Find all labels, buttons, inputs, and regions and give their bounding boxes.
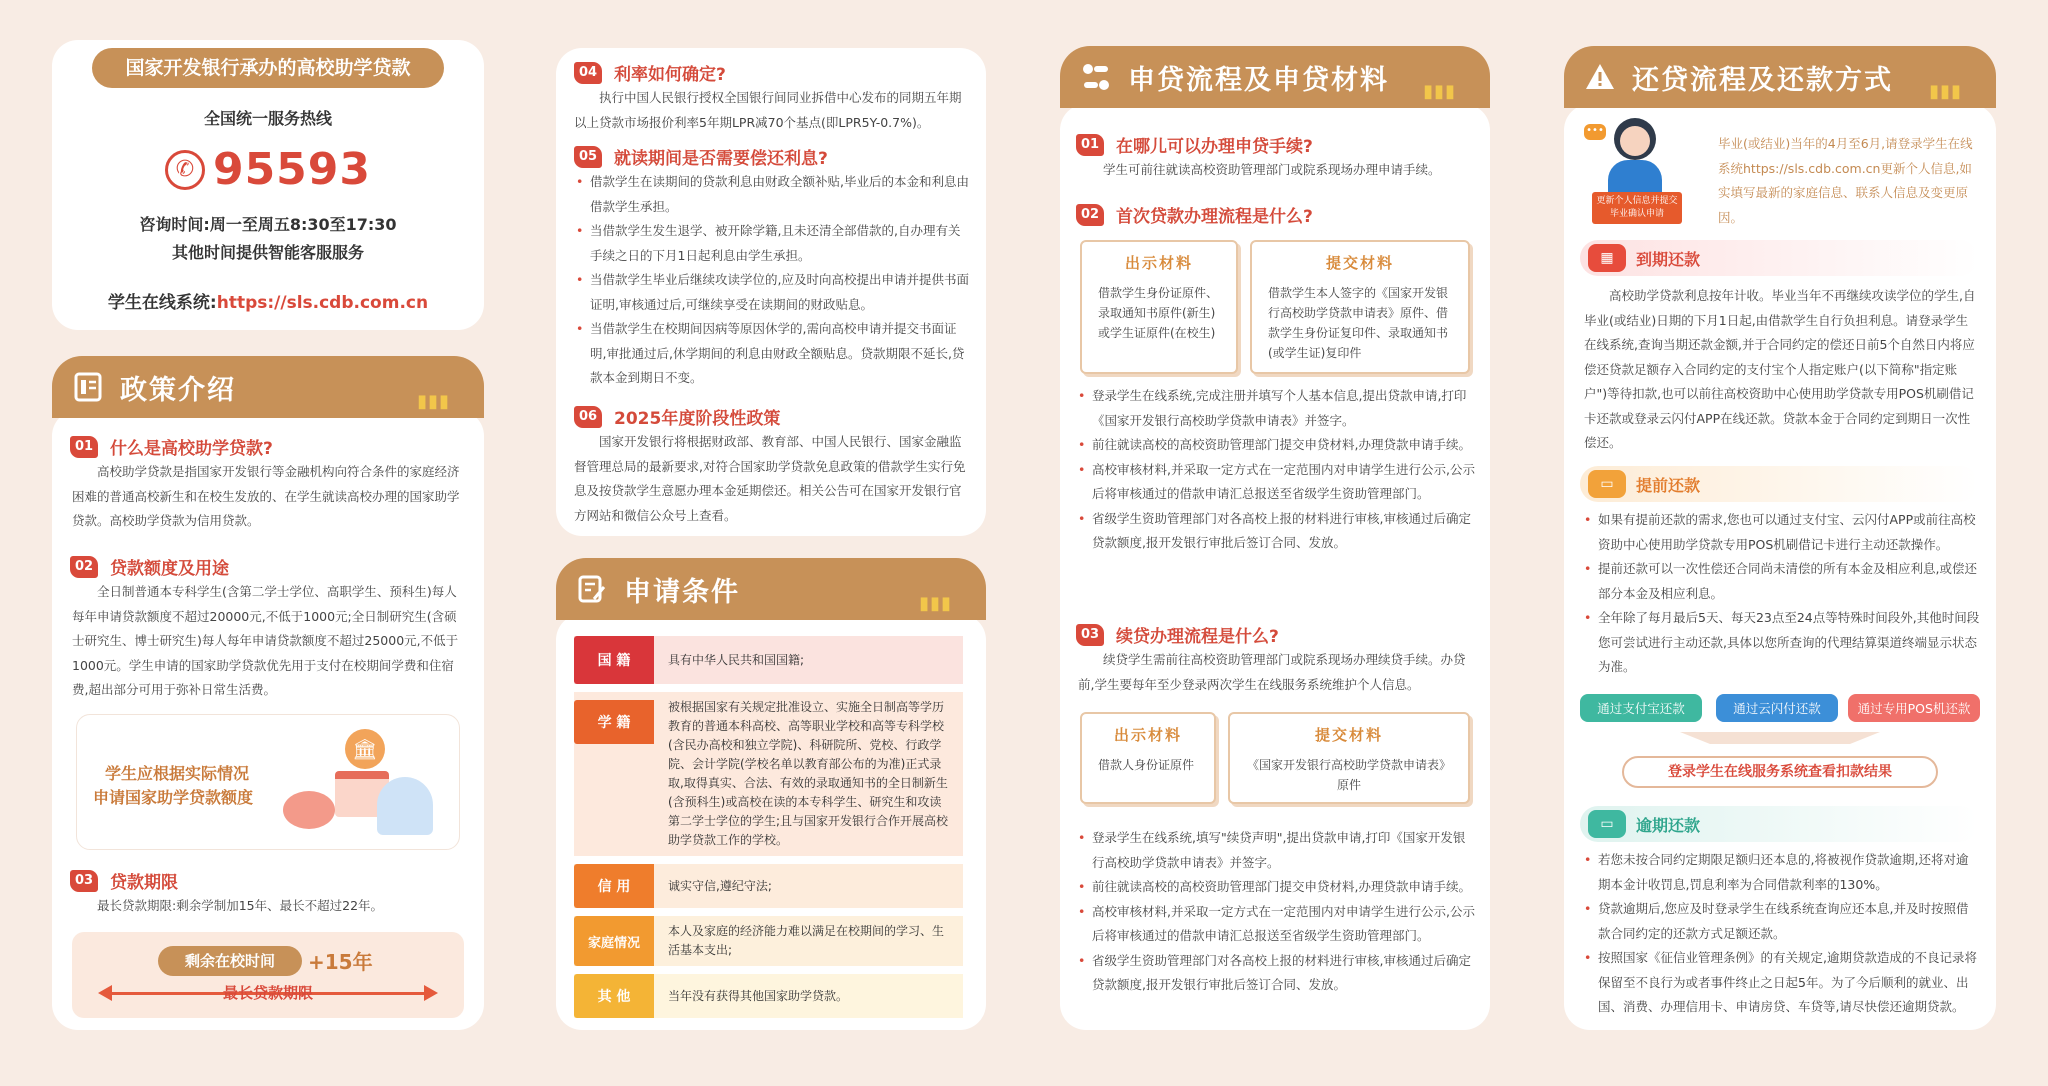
policy-title: 政策介绍 xyxy=(120,374,236,406)
phone-icon: ✆ xyxy=(165,150,205,190)
condition-label: 信 用 xyxy=(574,864,654,908)
pos-repay-button[interactable]: 通过专用POS机还款 xyxy=(1848,694,1980,722)
banner-line2: 申请国家助学贷款额度 xyxy=(93,788,254,807)
list-item: • 当借款学生毕业后继续攻读学位的,应及时向高校提出申请并提供书面证明,审核通过后,可继续享受在读期间的财政贴息。 xyxy=(576,268,972,317)
student-illustration xyxy=(377,777,433,835)
warning-icon xyxy=(1584,61,1616,93)
repay-header xyxy=(1564,46,1996,108)
list-item: • 当借款学生发生退学、被开除学籍,且未还清全部借款的,自办理有关手续之日的下月1日起利息由学生承担。 xyxy=(576,219,972,268)
decor-dots: ▮▮▮ xyxy=(1929,81,1962,102)
submit-materials-text: 借款学生本人签字的《国家开发银行高校助学贷款申请表》原件、借款学生身份证复印件、录取通知书(或学生证)复印件 xyxy=(1268,286,1449,360)
online-system-link[interactable]: https://sls.cdb.com.cn xyxy=(216,293,429,313)
show-materials-title: 出示材料 xyxy=(1124,254,1193,272)
wallet-icon: ▭ xyxy=(1588,470,1626,498)
banner-line1: 学生应根据实际情况 xyxy=(105,764,250,783)
apply-q2-steps xyxy=(1078,384,1476,556)
list-item: • 高校审核材料,并采取一定方式在一定范围内对申请学生进行公示,公示后将审核通过的借款申请汇总报送至省级学生资助管理部门。 xyxy=(1078,458,1476,507)
policy-q1-heading: 01 什么是高校助学贷款? xyxy=(70,434,273,459)
condition-label: 学 籍 xyxy=(574,700,654,744)
hotline-number[interactable]: 95593 xyxy=(212,144,372,195)
hotline-card xyxy=(52,40,484,330)
list-item: • 按照国家《征信业管理条例》的有关规定,逾期贷款造成的不良记录将保留至不良行为或者事件终止之日起5年。为了今后顺利的就业、出国、消费、办理信用卡、申请房贷、车贷等,请尽快偿还逾期贷款。 xyxy=(1584,946,1980,1020)
overdue-repay-heading: ▭ 逾期还款 xyxy=(1580,806,1978,842)
list-item: • 省级学生资助管理部门对各高校上报的材料进行审核,审核通过后确定贷款额度,报开发银行审批后签订合同、发放。 xyxy=(1078,507,1476,556)
list-item: • 借款学生在读期间的贷款利息由财政全额补贴,毕业后的本金和利息由借款学生承担。 xyxy=(576,170,972,219)
due-repay-heading: ▦ 到期还款 xyxy=(1580,240,1978,276)
apply-q1-text: 学生可前往就读高校资助管理部门或院系现场办理申请手续。 xyxy=(1103,162,1441,177)
bank-icon: 🏛 xyxy=(345,729,385,769)
list-item: • 如果有提前还款的需求,您也可以通过支付宝、云闪付APP或前往高校资助中心使用助学贷款专用POS机刷借记卡进行主动还款操作。 xyxy=(1584,508,1980,557)
update-info-badge: 更新个人信息并提交毕业确认申请 xyxy=(1592,192,1682,224)
policy-q3-text: 最长贷款期限:剩余学制加15年、最长不超过22年。 xyxy=(97,898,384,913)
plus-15-years: +15年 xyxy=(308,950,373,974)
edit-document-icon xyxy=(576,573,608,605)
apply-title: 申贷流程及申贷材料 xyxy=(1128,64,1389,96)
check-deduction-button[interactable]: 登录学生在线服务系统查看扣款结果 xyxy=(1622,756,1938,788)
condition-row-family xyxy=(574,916,963,966)
max-term-label: 最长贷款期限 xyxy=(222,984,313,1002)
chat-bubble-icon: ••• xyxy=(1584,124,1606,140)
interest-q6-text: 国家开发银行将根据财政部、教育部、中国人民银行、国家金融监督管理总局的最新要求,对符合国家助学贷款免息政策的借款学生实行免息及按贷款学生意愿办理本金延期偿还。相关公告可在国家开发银行官方网站和微信公众号上查看。 xyxy=(574,434,966,523)
list-item: • 登录学生在线系统,填写"续贷声明",提出贷款申请,打印《国家开发银行高校助学贷款申请表》并签字。 xyxy=(1078,826,1476,875)
condition-label: 其 他 xyxy=(574,974,654,1018)
condition-row-other xyxy=(574,974,963,1018)
decor-dots: ▮▮▮ xyxy=(1423,81,1456,102)
document-icon xyxy=(72,371,104,403)
piggy-bank-illustration xyxy=(283,791,335,829)
conditions-title: 申请条件 xyxy=(624,576,740,608)
apply-q3-steps xyxy=(1078,826,1476,998)
flow-icon xyxy=(1080,61,1112,93)
card-icon: ▭ xyxy=(1588,810,1626,838)
early-repay-heading: ▭ 提前还款 xyxy=(1580,466,1978,502)
overdue-repay-list xyxy=(1584,848,1980,1020)
show-materials-text: 借款学生身份证原件、录取通知书原件(新生)或学生证原件(在校生) xyxy=(1098,286,1219,340)
interest-q4-heading: 04 利率如何确定? xyxy=(574,60,726,85)
hotline-label: 全国统一服务热线 xyxy=(203,109,332,128)
decor-dots: ▮▮▮ xyxy=(417,391,450,412)
first-loan-submit-materials xyxy=(1250,240,1470,374)
condition-text: 当年没有获得其他国家助学贷款。 xyxy=(668,988,849,1003)
renewal-submit-materials xyxy=(1228,712,1470,804)
condition-text: 诚实守信,遵纪守法; xyxy=(668,878,772,893)
online-system-label: 学生在线系统: xyxy=(107,293,217,313)
list-item: • 省级学生资助管理部门对各高校上报的材料进行审核,审核通过后确定贷款额度,报开发银行审批后签订合同、发放。 xyxy=(1078,949,1476,998)
condition-text: 具有中华人民共和国国籍; xyxy=(668,652,805,667)
list-item: • 前往就读高校的高校资助管理部门提交申贷材料,办理贷款申请手续。 xyxy=(1078,433,1476,458)
submit-materials-text: 《国家开发银行高校助学贷款申请表》原件 xyxy=(1246,758,1451,792)
early-repay-list xyxy=(1584,508,1980,680)
list-item: • 提前还款可以一次性偿还合同尚未清偿的所有本金及相应利息,或偿还部分本金及相应利息。 xyxy=(1584,557,1980,606)
interest-q6-heading: 06 2025年度阶段性政策 xyxy=(574,404,780,429)
show-materials-title: 出示材料 xyxy=(1113,726,1182,744)
list-item: • 当借款学生在校期间因病等原因休学的,需向高校申请并提交书面证明,审批通过后,休学期间的利息由财政全额贴息。贷款期限不延长,贷款本金到期日不变。 xyxy=(576,317,972,391)
interest-q5-list xyxy=(576,170,972,391)
policy-q1-text: 高校助学贷款是指国家开发银行等金融机构向符合条件的家庭经济困难的普通高校新生和在校生发放的、在学生就读高校办理的国家助学贷款。高校助学贷款为信用贷款。 xyxy=(72,464,460,528)
down-funnel xyxy=(1680,732,1880,744)
policy-header xyxy=(52,356,484,418)
list-item: • 贷款逾期后,您应及时登录学生在线系统查询应还本息,并及时按照借款合同约定的还款方式足额还款。 xyxy=(1584,897,1980,946)
repay-title: 还贷流程及还款方式 xyxy=(1632,64,1893,96)
show-materials-text: 借款人身份证原件 xyxy=(1098,758,1195,772)
list-item: • 若您未按合同约定期限足额归还本息的,将被视作贷款逾期,还将对逾期本金计收罚息,罚息利率为合同借款利率的130%。 xyxy=(1584,848,1980,897)
remaining-time-pill: 剩余在校时间 xyxy=(158,946,302,976)
loan-term-diagram xyxy=(72,932,464,1018)
apply-header xyxy=(1060,46,1490,108)
list-item: • 高校审核材料,并采取一定方式在一定范围内对申请学生进行公示,公示后将审核通过的借款申请汇总报送至省级学生资助管理部门。 xyxy=(1078,900,1476,949)
customer-service-avatar xyxy=(1604,118,1664,192)
apply-q1-heading: 01 在哪儿可以办理申贷手续? xyxy=(1076,132,1313,157)
submit-materials-title: 提交材料 xyxy=(1325,254,1394,272)
renewal-show-materials xyxy=(1080,712,1216,804)
alipay-repay-button[interactable]: 通过支付宝还款 xyxy=(1580,694,1702,722)
policy-q2-text: 全日制普通本专科学生(含第二学士学位、高职学生、预科生)每人每年申请贷款额度不超过20000元,不低于1000元;全日制研究生(含硕士研究生、博士研究生)每人每年申请贷款额度不超过25000元,不低于1000元。学生申请的国家助学贷款优先用于支付在校期间学费和住宿费,超出部分可用于弥补日常生活费。 xyxy=(72,584,459,697)
due-repay-text: 高校助学贷款利息按年计收。毕业当年不再继续攻读学位的学生,自毕业(或结业)日期的下月1日起,由借款学生自行负担利息。请登录学生在线系统,查询当期还款金额,并于合同约定的偿还日前5个自然日内将应偿还贷款足额存入合同约定的支付宝个人指定账户(以下简称"指定账户")等待扣款,也可以前往高校资助中心使用助学贷款专用POS机刷借记卡还款或登录云闪付APP在线还款。贷款本金于合同约定到期日一次性偿还。 xyxy=(1584,288,1976,450)
amount-banner xyxy=(76,714,460,850)
condition-label: 家庭情况 xyxy=(574,916,654,966)
condition-row-enrollment xyxy=(574,692,963,856)
condition-label: 国 籍 xyxy=(574,636,654,684)
first-loan-show-materials xyxy=(1080,240,1238,374)
conditions-header xyxy=(556,558,986,620)
service-hours: 咨询时间:周一至周五8:30至17:30 xyxy=(139,215,397,234)
policy-q2-heading: 02 贷款额度及用途 xyxy=(70,554,229,579)
repay-intro: 毕业(或结业)当年的4月至6月,请登录学生在线系统https://sls.cdb.com.cn更新个人信息,如实填写最新的家庭信息、联系人信息及变更原因。 xyxy=(1718,136,1973,225)
hotline-title: 国家开发银行承办的高校助学贷款 xyxy=(92,48,444,88)
apply-q3-heading: 03 续贷办理流程是什么? xyxy=(1076,622,1279,647)
interest-q4-text: 执行中国人民银行授权全国银行间同业拆借中心发布的同期五年期以上贷款市场报价利率5年期LPR减70个基点(即LPR5Y-0.7%)。 xyxy=(574,90,962,130)
condition-text: 被根据国家有关规定批准设立、实施全日制高等学历教育的普通本科高校、高等职业学校和高等专科学校(含民办高校和独立学院)、科研院所、党校、行政学院、会计学院(学校名单以教育部公布的为准)正式录取,取得真实、合法、有效的录取通知书的全日制新生(含预科生)或高校在读的本专科学生、研究生和攻读第二学士学位的学生;且与国家开发银行合作开展高校助学贷款工作的学校。 xyxy=(668,700,949,847)
policy-q3-heading: 03 贷款期限 xyxy=(70,868,178,893)
calendar-icon: ▦ xyxy=(1588,244,1626,272)
interest-q5-heading: 05 就读期间是否需要偿还利息? xyxy=(574,144,828,169)
smart-service: 其他时间提供智能客服服务 xyxy=(171,243,364,262)
condition-row-nationality xyxy=(574,636,963,684)
apply-q3-text: 续贷学生需前往高校资助管理部门或院系现场办理续贷手续。办贷前,学生要每年至少登录两次学生在线服务系统维护个人信息。 xyxy=(1078,652,1466,692)
list-item: • 前往就读高校的高校资助管理部门提交申贷材料,办理贷款申请手续。 xyxy=(1078,875,1476,900)
condition-text: 本人及家庭的经济能力难以满足在校期间的学习、生活基本支出; xyxy=(668,924,945,957)
apply-q2-heading: 02 首次贷款办理流程是什么? xyxy=(1076,202,1313,227)
decor-dots: ▮▮▮ xyxy=(919,593,952,614)
list-item: • 登录学生在线系统,完成注册并填写个人基本信息,提出贷款申请,打印《国家开发银行高校助学贷款申请表》并签字。 xyxy=(1078,384,1476,433)
unionpay-repay-button[interactable]: 通过云闪付还款 xyxy=(1716,694,1838,722)
list-item: • 全年除了每月最后5天、每天23点至24点等特殊时间段外,其他时间段您可尝试进行主动还款,具体以您所查询的代理结算渠道终端显示状态为准。 xyxy=(1584,606,1980,680)
condition-row-credit xyxy=(574,864,963,908)
submit-materials-title: 提交材料 xyxy=(1314,726,1383,744)
